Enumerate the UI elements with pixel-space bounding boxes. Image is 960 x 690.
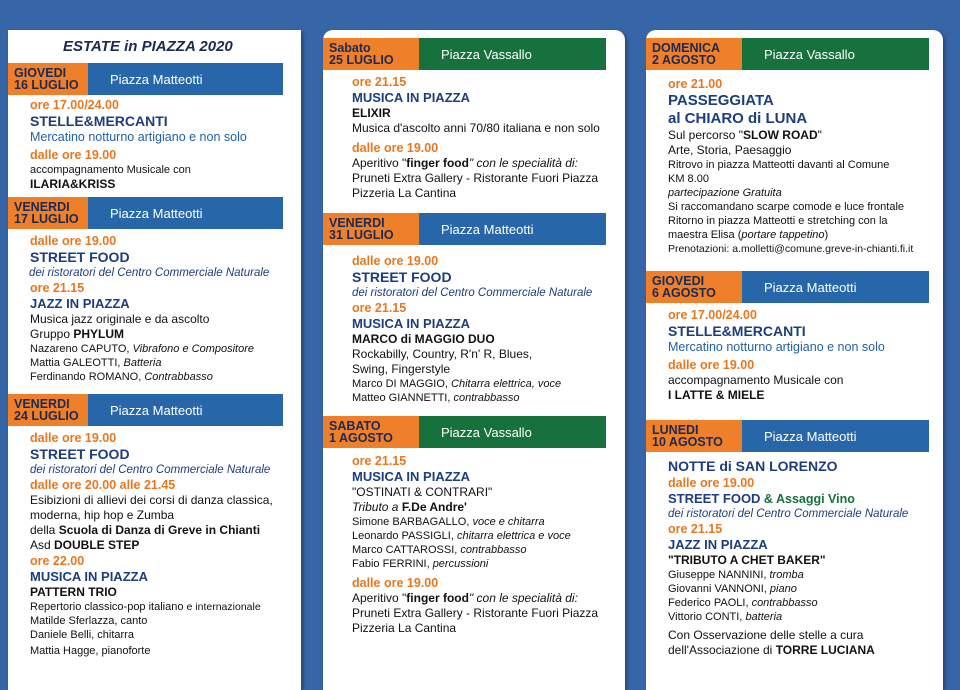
event-details-6-agosto: ore 17.00/24.00 STELLE&MERCANTI Mercatino notturno artigiano e non solo dalle ore 19.00 accompagnamento Musicale con I LATTE & MIELE <box>668 308 885 402</box>
event-details-1-agosto: ore 21.15 MUSICA IN PIAZZA "OSTINATI & CONTRARI" Tributo a F.De Andre' Simone BARBAGALLO, voce e chitarra Leonardo PASSIGLI, chitarra elettrica e voce Marco CATTAROSSI, contrabbasso Fabio FERRINI, percussioni dalle ore 19.00 Aperitivo "finger food" con le specialità di: Pruneti Extra Gallery - Ristorante Fuori Piazza Pizzeria La Cantina <box>352 454 599 635</box>
event-location: Piazza Matteotti <box>742 420 929 452</box>
event-details-17-luglio: dalle ore 19.00 STREET FOOD dei ristoratori del Centro Commerciale Naturale ore 21.15 JAZZ IN PIAZZA Musica jazz originale e da ascolto Gruppo PHYLUM Nazareno CAPUTO, Vibrafono e Compositore Mattia GALEOTTI, Batteria Ferdinando ROMANO, Contrabbasso <box>29 234 270 383</box>
event-details-2-agosto: ore 21.00 PASSEGGIATA al CHIARO di LUNA Sul percorso "SLOW ROAD" Arte, Storia, Paesaggio Ritrovo in piazza Matteotti davanti al Comune KM 8.00 partecipazione Gratuita Si raccomandano scarpe comode e luce frontale Ritorno in piazza Matteotti e stretching con la maestra Elisa (portare tappetino) Prenotazioni: a.molletti@comune.greve-in-chianti.fi.it <box>668 77 914 255</box>
event-header-24-luglio <box>8 394 283 426</box>
event-date: VENERDI 24 LUGLIO <box>8 394 88 426</box>
event-header-16-luglio <box>8 63 283 95</box>
event-header-6-agosto <box>646 271 929 303</box>
event-details-16-luglio: ore 17.00/24.00 STELLE&MERCANTI Mercatino notturno artigiano e non solo dalle ore 19.00 accompagnamento Musicale con ILARIA&KRISS <box>30 98 247 191</box>
event-location: Piazza Matteotti <box>419 213 606 245</box>
event-location: Piazza Matteotti <box>742 271 929 303</box>
event-header-25-luglio <box>323 38 606 70</box>
event-date: GIOVEDI 6 AGOSTO <box>646 271 742 303</box>
event-details-10-agosto: NOTTE di SAN LORENZO dalle ore 19.00 STREET FOOD & Assaggi Vino dei ristoratori del Centro Commerciale Naturale ore 21.15 JAZZ IN PIAZZA "TRIBUTO A CHET BAKER" Giuseppe NANNINI, tromba Giovanni VANNONI, piano Federico PAOLI, contrabbasso Vittorio CONTI, batteria Con Osservazione delle stelle a cura dell'Associazione di TORRE LUCIANA <box>668 458 909 657</box>
program-title: ESTATE in PIAZZA 2020 <box>63 38 233 55</box>
event-date: SABATO 1 AGOSTO <box>323 416 419 448</box>
event-location: Piazza Matteotti <box>88 197 283 229</box>
event-header-31-luglio <box>323 213 606 245</box>
panel-right <box>646 30 943 690</box>
event-details-31-luglio: dalle ore 19.00 STREET FOOD dei ristoratori del Centro Commerciale Naturale ore 21.15 MUSICA IN PIAZZA MARCO di MAGGIO DUO Rockabilly, Country, R'n' R, Blues, Swing, Fingerstyle Marco DI MAGGIO, Chitarra elettrica, voce Matteo GIANNETTI, contrabbasso <box>352 254 593 404</box>
event-location: Piazza Vassallo <box>742 38 929 70</box>
event-date: GIOVEDI 16 LUGLIO <box>8 63 88 95</box>
event-location: Piazza Vassallo <box>419 38 606 70</box>
event-header-1-agosto <box>323 416 606 448</box>
event-location: Piazza Vassallo <box>419 416 606 448</box>
event-header-2-agosto <box>646 38 929 70</box>
event-header-17-luglio <box>8 197 283 229</box>
event-details-24-luglio: dalle ore 19.00 STREET FOOD dei ristoratori del Centro Commerciale Naturale dalle ore 20.00 alle 21.45 Esibizioni di allievi dei corsi di danza classica, moderna, hip hop e Zumba della Scuola di Danza di Greve in Chianti Asd DOUBLE STEP ore 22.00 MUSICA IN PIAZZA PATTERN TRIO Repertorio classico-pop italiano e internazionale Matilde Sferlazza, canto Daniele Belli, chitarra Mattia Hagge, pianoforte <box>30 431 273 657</box>
event-date: DOMENICA 2 AGOSTO <box>646 38 742 70</box>
event-header-10-agosto <box>646 420 929 452</box>
panel-middle <box>323 30 625 690</box>
event-location: Piazza Matteotti <box>88 394 283 426</box>
event-details-25-luglio: ore 21.15 MUSICA IN PIAZZA ELIXIR Musica d'ascolto anni 70/80 italiana e non solo dalle ore 19.00 Aperitivo "finger food" con le specialità di: Pruneti Extra Gallery - Ristorante Fuori Piazza Pizzeria La Cantina <box>352 75 600 200</box>
panel-left <box>8 30 301 690</box>
event-location: Piazza Matteotti <box>88 63 283 95</box>
event-date: LUNEDI 10 AGOSTO <box>646 420 742 452</box>
event-date: VENERDI 31 LUGLIO <box>323 213 419 245</box>
event-date: Sabato 25 LUGLIO <box>323 38 419 70</box>
event-date: VENERDI 17 LUGLIO <box>8 197 88 229</box>
